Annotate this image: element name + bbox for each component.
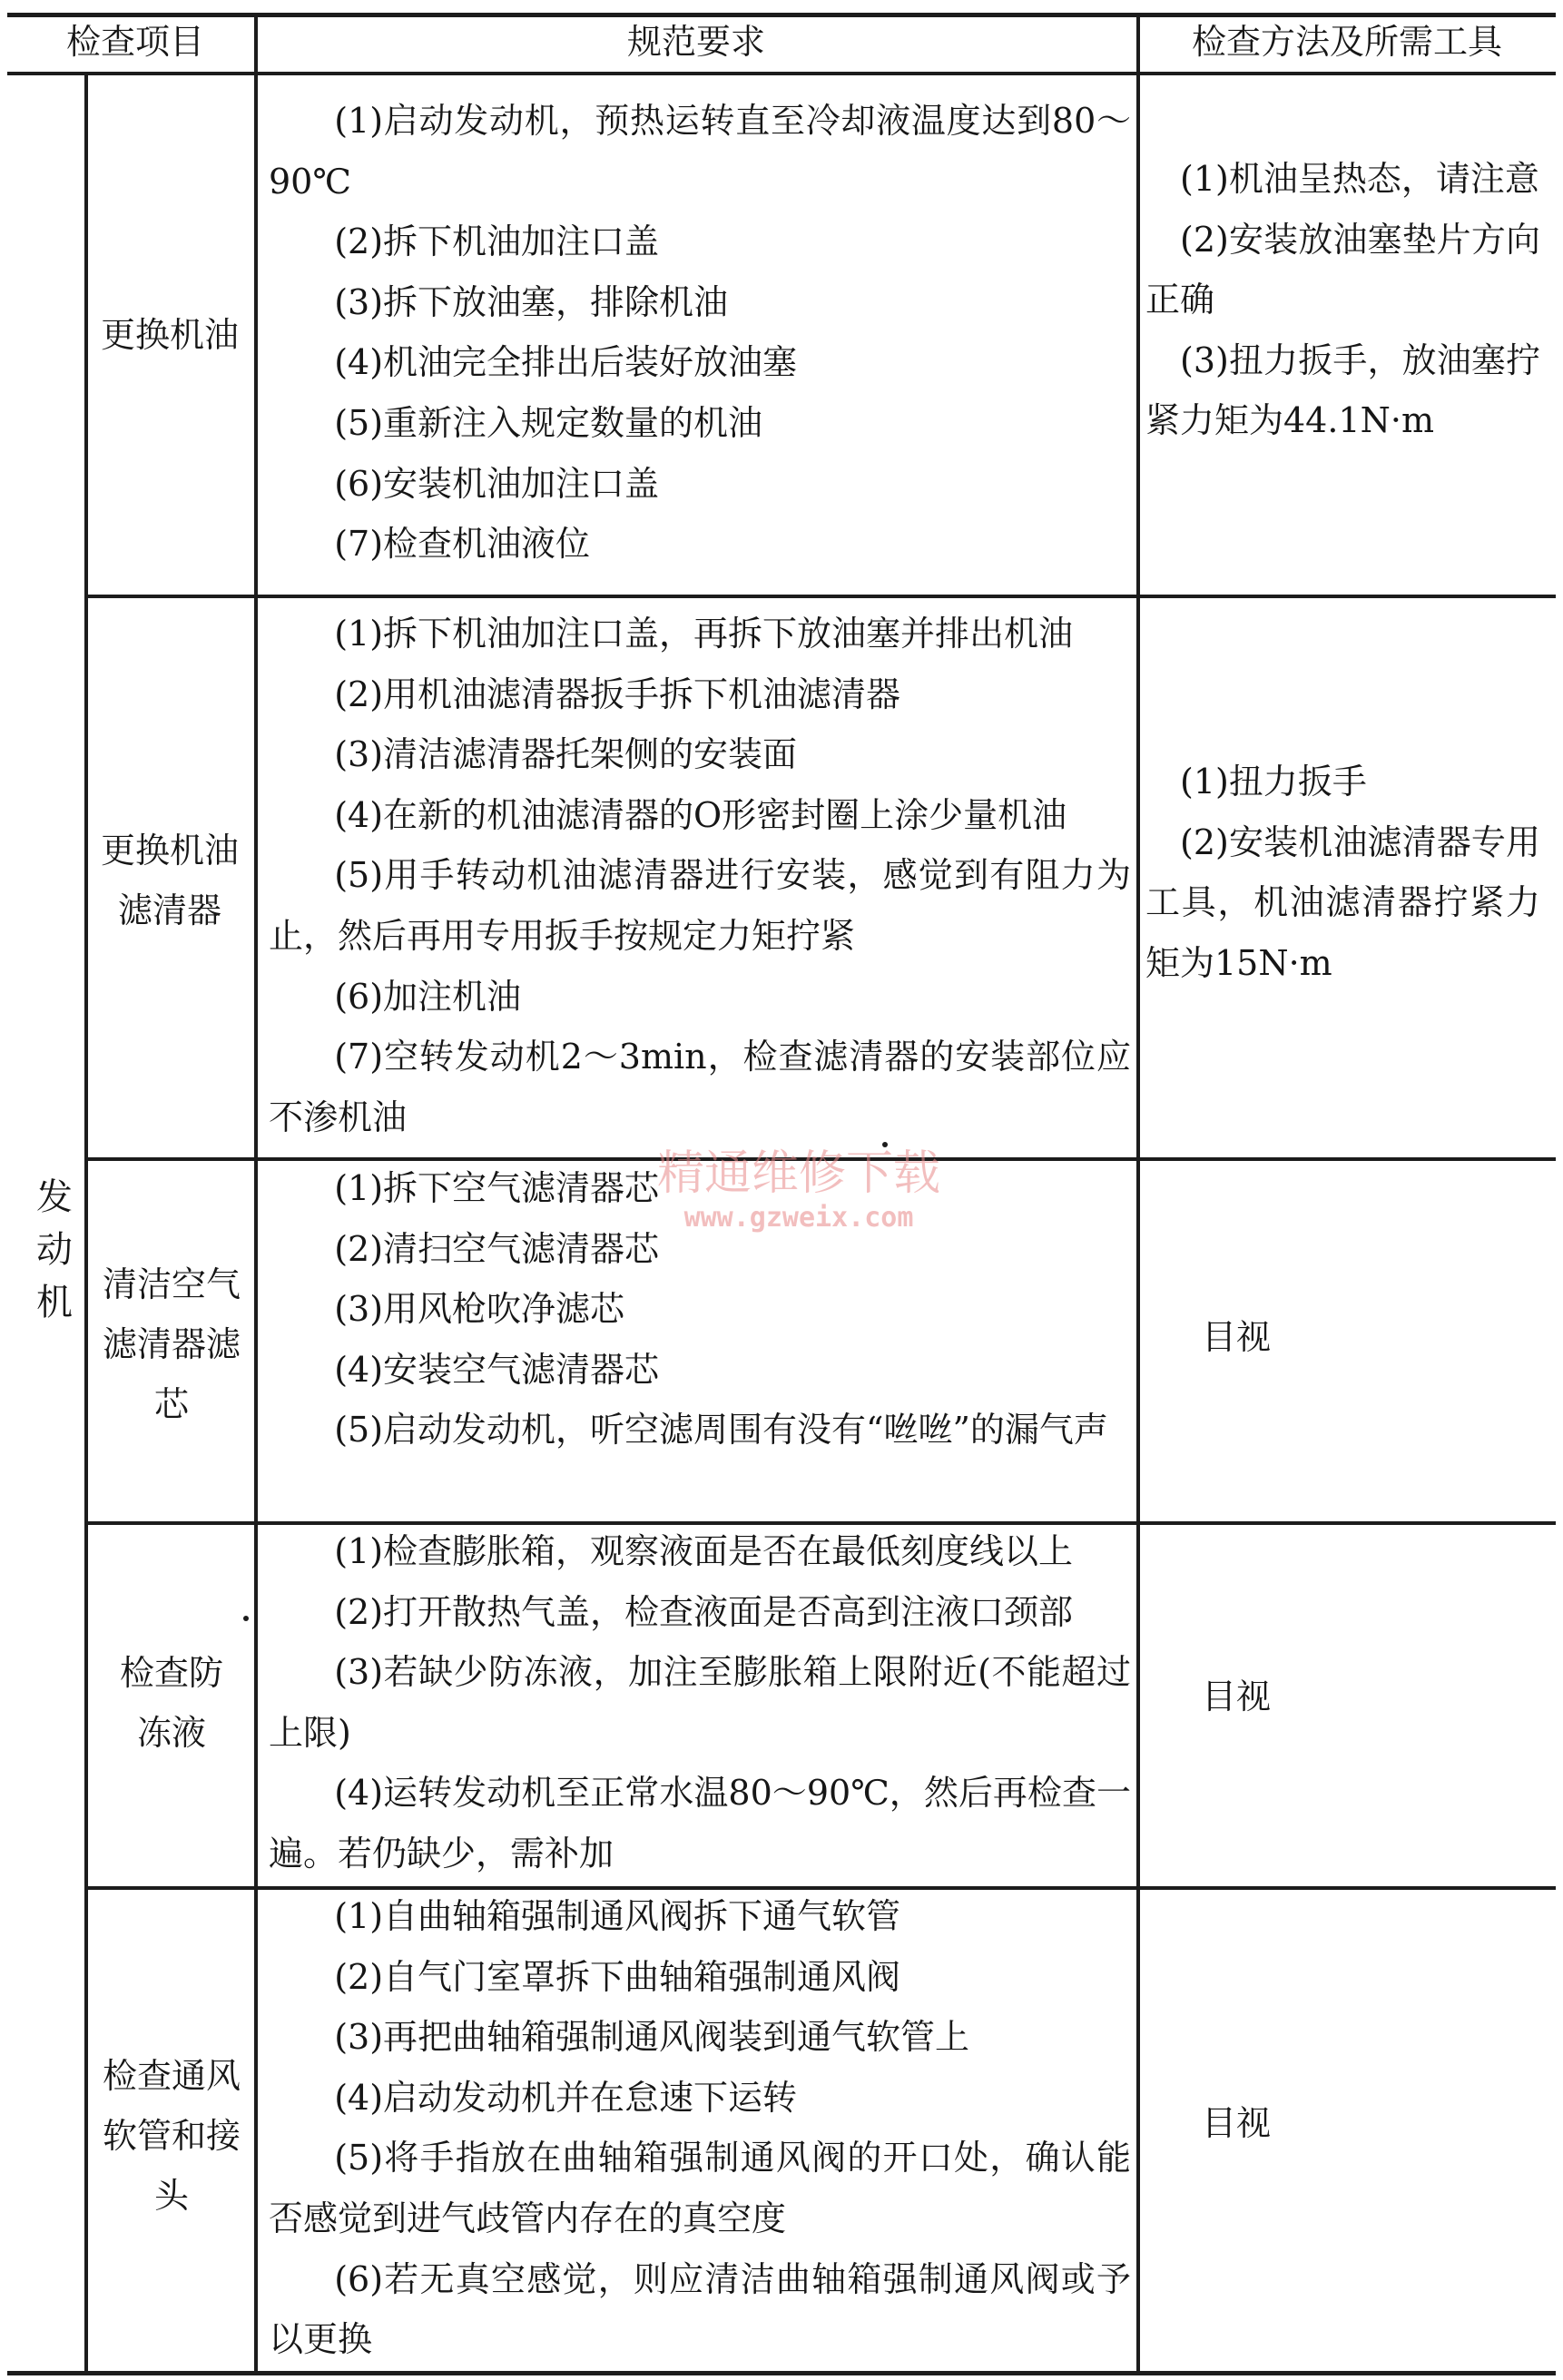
requirement-line: (2)用机油滤清器扳手拆下机油滤清器	[334, 674, 901, 714]
group-column-divider	[84, 72, 88, 2375]
row-4-requirements	[269, 1521, 1131, 1884]
row-2-item: 更换机油滤清器	[100, 831, 239, 930]
row-3-item: 清洁空气滤清器滤芯	[102, 1264, 241, 1424]
requirement-line: (1)拆下机油加注口盖，再拆下放油塞并排出机油	[334, 614, 1074, 654]
requirement-line: (6)安装机油加注口盖	[334, 463, 660, 504]
row-2-requirements	[269, 604, 1131, 1147]
requirement-line: (1)检查膨胀箱，观察液面是否在最低刻度线以上	[334, 1531, 1074, 1571]
requirement-line: (2)清扫空气滤清器芯	[334, 1228, 660, 1269]
requirement-line: (4)机油完全排出后装好放油塞	[334, 342, 798, 383]
row-5-item: 检查通风软管和接头	[102, 2056, 241, 2216]
row-4-methods	[1145, 1667, 1540, 1727]
header-item: 检查项目	[65, 22, 204, 62]
row-2-methods	[1145, 752, 1540, 993]
row-5-requirements	[269, 1886, 1131, 2370]
requirement-line: (3)清洁滤清器托架侧的安装面	[334, 734, 798, 775]
requirement-line: (4)启动发动机并在怠速下运转	[334, 2077, 798, 2118]
header-bottom-border	[7, 72, 1556, 75]
row-5-methods	[1145, 2093, 1540, 2154]
method-column-divider	[1136, 13, 1140, 2375]
requirement-line: (3)再把曲轴箱强制通风阀装到通气软管上	[334, 2017, 970, 2058]
requirement-line: (7)检查机油液位	[334, 524, 591, 565]
item-column-divider	[254, 13, 258, 2375]
requirement-line: (3)用风枪吹净滤芯	[334, 1289, 625, 1330]
requirement-line: (3)若缺少防冻液，加注至膨胀箱上限附近(不能超过上限)	[269, 1652, 1131, 1753]
row-1-methods	[1145, 149, 1540, 451]
requirement-line: (2)自气门室罩拆下曲轴箱强制通风阀	[334, 1956, 901, 1997]
watermark-url: www.gzweix.com	[683, 1202, 914, 1234]
method-line: (1)机油呈热态，请注意	[1180, 159, 1539, 199]
header-requirement: 规范要求	[626, 22, 765, 62]
requirement-line: (5)将手指放在曲轴箱强制通风阀的开口处，确认能否感觉到进气歧管内存在的真空度	[269, 2138, 1131, 2238]
row-1-item: 更换机油	[100, 315, 239, 355]
requirement-line: (3)拆下放油塞，排除机油	[334, 281, 729, 322]
row-3-methods	[1145, 1307, 1540, 1368]
requirement-line: (5)启动发动机，听空滤周围有没有“咝咝”的漏气声	[334, 1410, 1108, 1451]
requirement-line: (6)加注机油	[334, 976, 522, 1017]
method-line: 目视	[1202, 2103, 1272, 2143]
row-1-requirements	[269, 91, 1131, 575]
row-divider-1	[84, 595, 1556, 598]
requirement-line: (1)拆下空气滤清器芯	[334, 1168, 660, 1208]
requirement-line: (4)运转发动机至正常水温80～90℃，然后再检查一遍。若仍缺少，需补加	[269, 1773, 1131, 1874]
table-top-border	[7, 13, 1556, 17]
row-4-item: 检查防冻液	[119, 1653, 223, 1753]
group-label-engine: 发动机	[36, 1176, 73, 1323]
requirement-line: (4)安装空气滤清器芯	[334, 1349, 660, 1390]
method-line: 目视	[1202, 1677, 1272, 1716]
requirement-line: (2)拆下机油加注口盖	[334, 221, 660, 262]
method-line: (3)扭力扳手，放油塞拧紧力矩为44.1N·m	[1145, 339, 1540, 441]
requirement-line: (1)启动发动机，预热运转直至冷却液温度达到80～90℃	[269, 101, 1131, 202]
table-bottom-border	[7, 2371, 1556, 2375]
requirement-line: (2)打开散热气盖，检查液面是否高到注液口颈部	[334, 1591, 1074, 1632]
requirement-line: (1)自曲轴箱强制通风阀拆下通气软管	[334, 1896, 901, 1936]
requirement-line: (7)空转发动机2～3min，检查滤清器的安装部位应不渗机油	[269, 1037, 1131, 1137]
method-line: 目视	[1202, 1317, 1272, 1357]
method-line: (2)安装机油滤清器专用工具，机油滤清器拧紧力矩为15N·m	[1145, 821, 1540, 983]
requirement-line: (4)在新的机油滤清器的O形密封圈上涂少量机油	[334, 794, 1067, 835]
watermark	[635, 1146, 962, 1234]
print-speck	[243, 1616, 249, 1621]
header-method: 检查方法及所需工具	[1191, 22, 1502, 62]
requirement-line: (5)重新注入规定数量的机油	[334, 402, 763, 443]
requirement-line: (6)若无真空感觉，则应清洁曲轴箱强制通风阀或予以更换	[269, 2258, 1131, 2360]
requirement-line: (5)用手转动机油滤清器进行安装，感觉到有阻力为止，然后再用专用扳手按规定力矩拧紧	[269, 855, 1131, 956]
watermark-text: 精通维修下载	[656, 1146, 940, 1201]
method-line: (1)扭力扳手	[1180, 762, 1367, 802]
method-line: (2)安装放油塞垫片方向正确	[1145, 219, 1540, 320]
